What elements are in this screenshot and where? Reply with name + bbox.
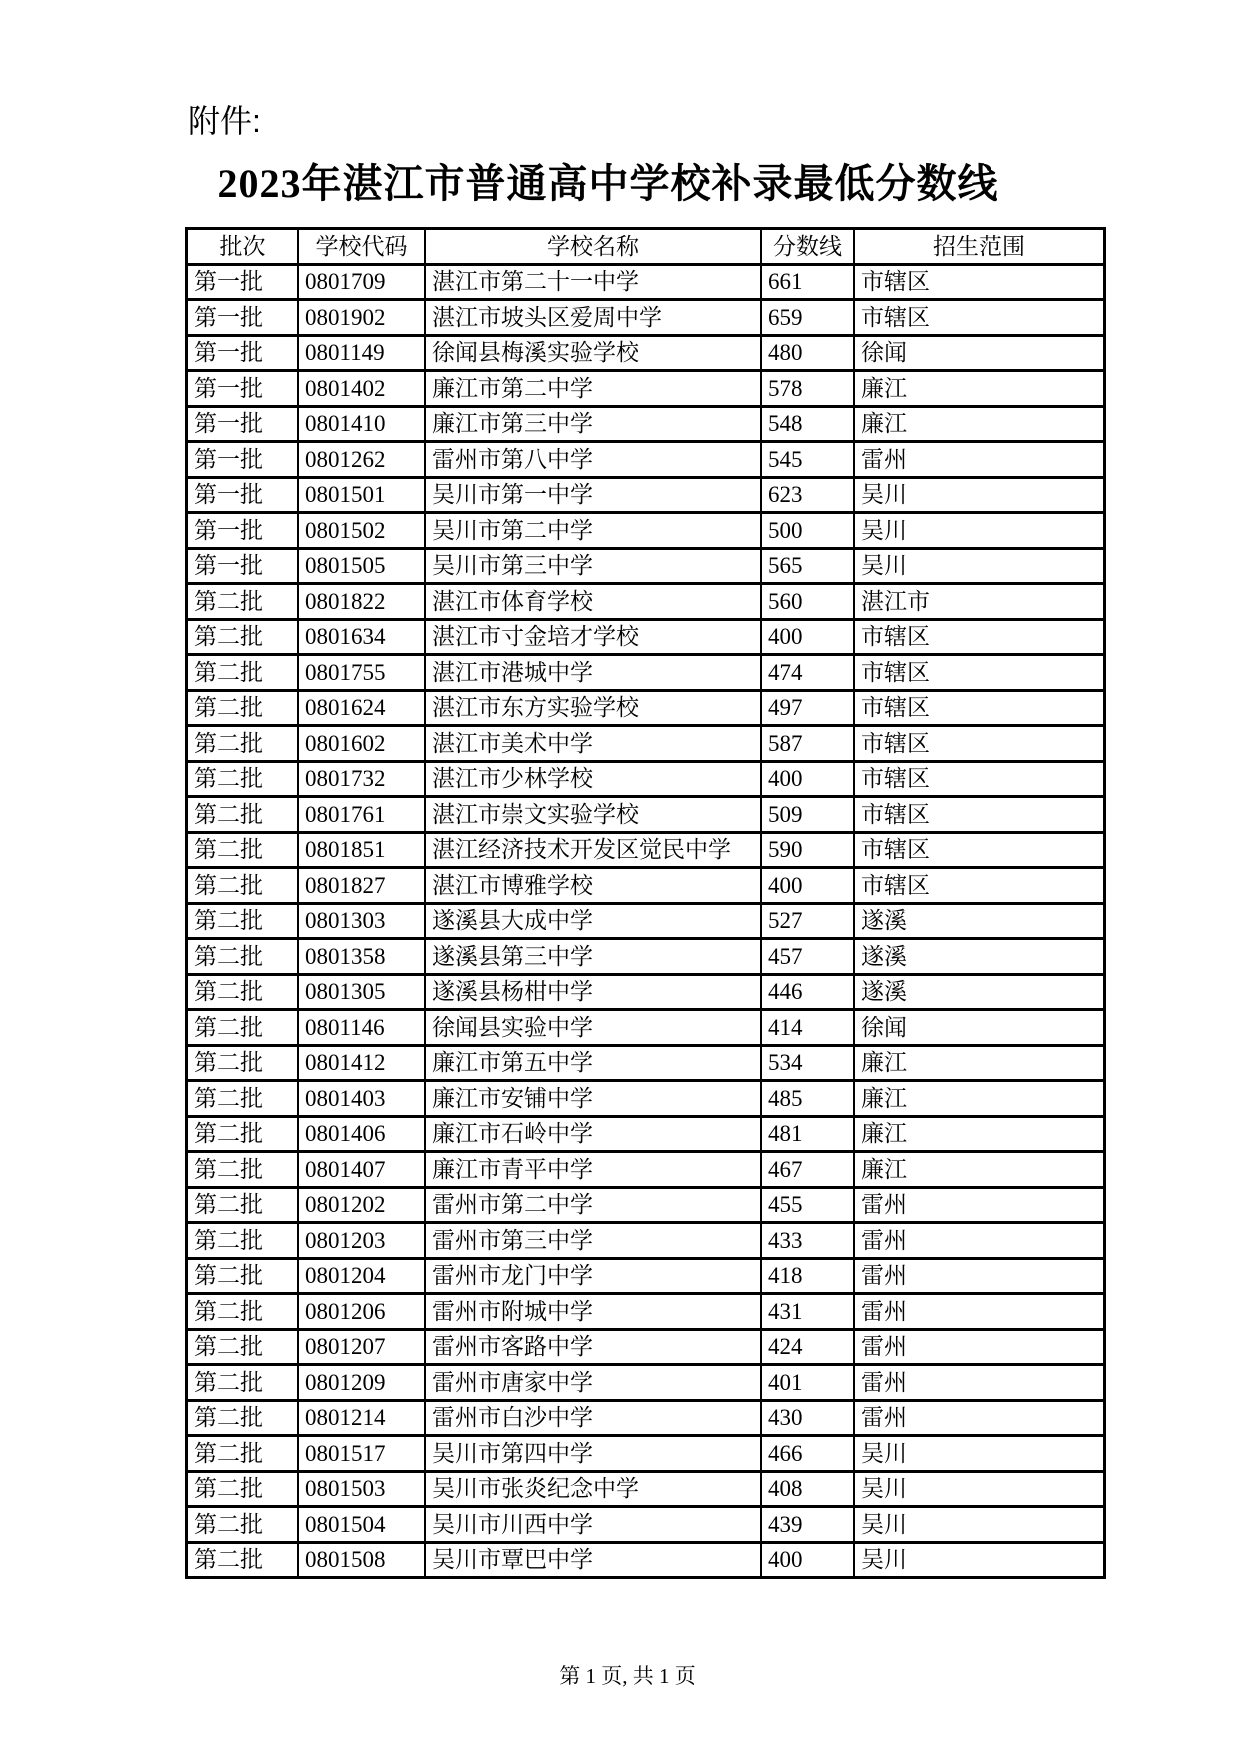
table-cell: 第二批	[187, 797, 299, 833]
table-cell: 第二批	[187, 1542, 299, 1578]
table-cell: 第一批	[187, 406, 299, 442]
table-cell: 455	[761, 1187, 854, 1223]
table-row	[187, 264, 1105, 300]
table-cell: 0801822	[298, 584, 425, 620]
table-cell: 第二批	[187, 974, 299, 1010]
table-cell: 509	[761, 797, 854, 833]
table-cell: 遂溪	[854, 903, 1105, 939]
table-row	[187, 548, 1105, 584]
table-cell: 雷州	[854, 1294, 1105, 1330]
table-cell: 遂溪县大成中学	[425, 903, 761, 939]
table-cell: 徐闻县实验中学	[425, 1010, 761, 1046]
table-cell: 市辖区	[854, 726, 1105, 762]
table-cell: 第一批	[187, 264, 299, 300]
table-cell: 0801504	[298, 1507, 425, 1543]
table-row	[187, 442, 1105, 478]
table-row	[187, 1116, 1105, 1152]
table-cell: 0801262	[298, 442, 425, 478]
table-cell: 0801517	[298, 1436, 425, 1472]
table-cell: 0801503	[298, 1471, 425, 1507]
table-cell: 0801407	[298, 1152, 425, 1188]
table-cell: 0801406	[298, 1116, 425, 1152]
table-cell: 第二批	[187, 1010, 299, 1046]
table-cell: 遂溪县第三中学	[425, 939, 761, 975]
table-cell: 497	[761, 690, 854, 726]
table-cell: 431	[761, 1294, 854, 1330]
table-cell: 0801412	[298, 1045, 425, 1081]
table-row	[187, 619, 1105, 655]
table-cell: 雷州	[854, 442, 1105, 478]
table-cell: 0801755	[298, 655, 425, 691]
table-row	[187, 584, 1105, 620]
table-cell: 424	[761, 1329, 854, 1365]
table-cell: 第二批	[187, 1152, 299, 1188]
table-cell: 廉江	[854, 371, 1105, 407]
table-cell: 0801207	[298, 1329, 425, 1365]
table-cell: 0801501	[298, 477, 425, 513]
table-cell: 雷州市附城中学	[425, 1294, 761, 1330]
table-cell: 第二批	[187, 1081, 299, 1117]
table-cell: 0801203	[298, 1223, 425, 1259]
table-row	[187, 1152, 1105, 1188]
table-cell: 第二批	[187, 1329, 299, 1365]
table-row	[187, 1294, 1105, 1330]
table-cell: 遂溪	[854, 939, 1105, 975]
table-cell: 565	[761, 548, 854, 584]
table-cell: 401	[761, 1365, 854, 1401]
table-cell: 0801403	[298, 1081, 425, 1117]
table-row	[187, 1081, 1105, 1117]
table-row	[187, 797, 1105, 833]
table-cell: 0801214	[298, 1400, 425, 1436]
table-header-row	[187, 229, 1105, 265]
table-cell: 474	[761, 655, 854, 691]
table-row	[187, 371, 1105, 407]
table-cell: 雷州	[854, 1365, 1105, 1401]
table-cell: 廉江市第二中学	[425, 371, 761, 407]
table-cell: 第二批	[187, 939, 299, 975]
table-cell: 雷州市第三中学	[425, 1223, 761, 1259]
table-cell: 661	[761, 264, 854, 300]
table-cell: 480	[761, 335, 854, 371]
table-cell: 第二批	[187, 690, 299, 726]
table-row	[187, 1400, 1105, 1436]
table-cell: 0801146	[298, 1010, 425, 1046]
table-cell: 0801402	[298, 371, 425, 407]
table-cell: 廉江	[854, 1045, 1105, 1081]
table-cell: 第二批	[187, 584, 299, 620]
table-cell: 560	[761, 584, 854, 620]
table-cell: 418	[761, 1258, 854, 1294]
table-cell: 廉江	[854, 1116, 1105, 1152]
table-cell: 457	[761, 939, 854, 975]
table-cell: 徐闻县梅溪实验学校	[425, 335, 761, 371]
table-cell: 廉江	[854, 406, 1105, 442]
table-row	[187, 1471, 1105, 1507]
table-cell: 雷州市白沙中学	[425, 1400, 761, 1436]
table-row	[187, 1507, 1105, 1543]
table-cell: 第二批	[187, 903, 299, 939]
table-cell: 廉江市青平中学	[425, 1152, 761, 1188]
table-cell: 第二批	[187, 1187, 299, 1223]
table-cell: 市辖区	[854, 690, 1105, 726]
table-cell: 市辖区	[854, 655, 1105, 691]
table-cell: 吴川	[854, 1507, 1105, 1543]
table-cell: 659	[761, 300, 854, 336]
table-cell: 第二批	[187, 1471, 299, 1507]
column-header: 批次	[187, 229, 299, 265]
table-row	[187, 300, 1105, 336]
table-cell: 湛江市体育学校	[425, 584, 761, 620]
table-cell: 第一批	[187, 335, 299, 371]
table-cell: 第二批	[187, 726, 299, 762]
table-cell: 遂溪	[854, 974, 1105, 1010]
table-cell: 遂溪县杨柑中学	[425, 974, 761, 1010]
table-cell: 市辖区	[854, 264, 1105, 300]
table-row	[187, 1542, 1105, 1578]
table-cell: 第一批	[187, 548, 299, 584]
column-header: 学校名称	[425, 229, 761, 265]
table-cell: 414	[761, 1010, 854, 1046]
table-cell: 0801602	[298, 726, 425, 762]
table-row	[187, 1223, 1105, 1259]
table-cell: 市辖区	[854, 832, 1105, 868]
table-row	[187, 406, 1105, 442]
table-cell: 第一批	[187, 513, 299, 549]
table-cell: 第二批	[187, 1294, 299, 1330]
table-cell: 第二批	[187, 1507, 299, 1543]
table-cell: 雷州	[854, 1400, 1105, 1436]
table-cell: 0801732	[298, 761, 425, 797]
table-cell: 0801902	[298, 300, 425, 336]
table-cell: 湛江市博雅学校	[425, 868, 761, 904]
table-cell: 545	[761, 442, 854, 478]
table-cell: 市辖区	[854, 619, 1105, 655]
table-cell: 466	[761, 1436, 854, 1472]
table-row	[187, 832, 1105, 868]
table-cell: 雷州	[854, 1187, 1105, 1223]
table-cell: 湛江市	[854, 584, 1105, 620]
table-cell: 市辖区	[854, 868, 1105, 904]
table-cell: 第一批	[187, 371, 299, 407]
column-header: 分数线	[761, 229, 854, 265]
table-row	[187, 761, 1105, 797]
table-cell: 市辖区	[854, 300, 1105, 336]
table-cell: 0801305	[298, 974, 425, 1010]
table-cell: 吴川	[854, 1542, 1105, 1578]
table-cell: 467	[761, 1152, 854, 1188]
attachment-label: 附件:	[188, 103, 261, 139]
table-cell: 廉江	[854, 1081, 1105, 1117]
table-cell: 430	[761, 1400, 854, 1436]
table-row	[187, 1187, 1105, 1223]
table-cell: 0801508	[298, 1542, 425, 1578]
page-title: 2023年湛江市普通高中学校补录最低分数线	[217, 161, 999, 206]
table-cell: 廉江市石岭中学	[425, 1116, 761, 1152]
table-row	[187, 1258, 1105, 1294]
table-cell: 400	[761, 868, 854, 904]
table-cell: 0801206	[298, 1294, 425, 1330]
table-cell: 第二批	[187, 655, 299, 691]
table-cell: 587	[761, 726, 854, 762]
table-row	[187, 903, 1105, 939]
table-cell: 485	[761, 1081, 854, 1117]
table-row	[187, 655, 1105, 691]
table-cell: 吴川	[854, 548, 1105, 584]
table-cell: 廉江市第三中学	[425, 406, 761, 442]
table-cell: 吴川	[854, 1436, 1105, 1472]
table-cell: 湛江市港城中学	[425, 655, 761, 691]
table-cell: 廉江市安铺中学	[425, 1081, 761, 1117]
table-row	[187, 1045, 1105, 1081]
table-cell: 第二批	[187, 761, 299, 797]
table-cell: 徐闻	[854, 1010, 1105, 1046]
table-cell: 0801358	[298, 939, 425, 975]
table-row	[187, 690, 1105, 726]
table-cell: 第二批	[187, 832, 299, 868]
table-body	[187, 264, 1105, 1578]
table-cell: 第一批	[187, 477, 299, 513]
table-cell: 市辖区	[854, 797, 1105, 833]
table-cell: 吴川市第一中学	[425, 477, 761, 513]
column-header: 招生范围	[854, 229, 1105, 265]
table-cell: 0801202	[298, 1187, 425, 1223]
table-cell: 400	[761, 619, 854, 655]
table-cell: 第二批	[187, 1116, 299, 1152]
table-cell: 吴川市覃巴中学	[425, 1542, 761, 1578]
table-cell: 534	[761, 1045, 854, 1081]
table-cell: 雷州市龙门中学	[425, 1258, 761, 1294]
table-cell: 吴川市第三中学	[425, 548, 761, 584]
table-cell: 548	[761, 406, 854, 442]
table-cell: 第一批	[187, 300, 299, 336]
page-number-footer: 第 1 页, 共 1 页	[559, 1664, 696, 1688]
table-cell: 雷州市第二中学	[425, 1187, 761, 1223]
table-cell: 廉江	[854, 1152, 1105, 1188]
table-cell: 第二批	[187, 1258, 299, 1294]
table-cell: 湛江市坡头区爱周中学	[425, 300, 761, 336]
table-cell: 第二批	[187, 1045, 299, 1081]
table-cell: 市辖区	[854, 761, 1105, 797]
table-cell: 0801851	[298, 832, 425, 868]
table-cell: 623	[761, 477, 854, 513]
table-cell: 第二批	[187, 1400, 299, 1436]
table-cell: 446	[761, 974, 854, 1010]
table-cell: 第二批	[187, 1436, 299, 1472]
table-cell: 雷州市第八中学	[425, 442, 761, 478]
table-cell: 雷州	[854, 1223, 1105, 1259]
table-row	[187, 868, 1105, 904]
table-cell: 廉江市第五中学	[425, 1045, 761, 1081]
table-cell: 439	[761, 1507, 854, 1543]
table-cell: 408	[761, 1471, 854, 1507]
column-header: 学校代码	[298, 229, 425, 265]
table-cell: 湛江市少林学校	[425, 761, 761, 797]
table-cell: 雷州	[854, 1329, 1105, 1365]
table-cell: 第二批	[187, 1223, 299, 1259]
table-cell: 吴川市第二中学	[425, 513, 761, 549]
table-cell: 雷州市唐家中学	[425, 1365, 761, 1401]
table-cell: 徐闻	[854, 335, 1105, 371]
table-cell: 0801303	[298, 903, 425, 939]
table-row	[187, 726, 1105, 762]
score-table	[185, 227, 1106, 1579]
table-cell: 吴川市第四中学	[425, 1436, 761, 1472]
table-cell: 湛江市美术中学	[425, 726, 761, 762]
table-cell: 第一批	[187, 442, 299, 478]
table-cell: 0801149	[298, 335, 425, 371]
table-cell: 0801410	[298, 406, 425, 442]
table-cell: 0801204	[298, 1258, 425, 1294]
table-cell: 湛江市第二十一中学	[425, 264, 761, 300]
table-cell: 吴川	[854, 477, 1105, 513]
table-cell: 吴川	[854, 1471, 1105, 1507]
table-row	[187, 939, 1105, 975]
table-cell: 第二批	[187, 868, 299, 904]
table-cell: 0801827	[298, 868, 425, 904]
table-cell: 0801634	[298, 619, 425, 655]
table-row	[187, 477, 1105, 513]
table-cell: 0801761	[298, 797, 425, 833]
table-row	[187, 1010, 1105, 1046]
table-cell: 吴川市张炎纪念中学	[425, 1471, 761, 1507]
table-cell: 0801502	[298, 513, 425, 549]
table-cell: 湛江市寸金培才学校	[425, 619, 761, 655]
table-cell: 500	[761, 513, 854, 549]
table-cell: 0801624	[298, 690, 425, 726]
table-row	[187, 974, 1105, 1010]
table-cell: 湛江经济技术开发区觉民中学	[425, 832, 761, 868]
table-cell: 吴川	[854, 513, 1105, 549]
table-cell: 578	[761, 371, 854, 407]
table-cell: 400	[761, 1542, 854, 1578]
table-cell: 第二批	[187, 619, 299, 655]
table-cell: 481	[761, 1116, 854, 1152]
table-cell: 0801505	[298, 548, 425, 584]
table-cell: 0801209	[298, 1365, 425, 1401]
table-cell: 590	[761, 832, 854, 868]
table-row	[187, 513, 1105, 549]
table-cell: 湛江市东方实验学校	[425, 690, 761, 726]
table-cell: 0801709	[298, 264, 425, 300]
table-cell: 第二批	[187, 1365, 299, 1401]
table-cell: 湛江市崇文实验学校	[425, 797, 761, 833]
table-row	[187, 1436, 1105, 1472]
table-cell: 400	[761, 761, 854, 797]
table-row	[187, 1329, 1105, 1365]
table-cell: 527	[761, 903, 854, 939]
table-cell: 吴川市川西中学	[425, 1507, 761, 1543]
table-cell: 雷州	[854, 1258, 1105, 1294]
table-row	[187, 335, 1105, 371]
table-row	[187, 1365, 1105, 1401]
table-cell: 雷州市客路中学	[425, 1329, 761, 1365]
table-cell: 433	[761, 1223, 854, 1259]
